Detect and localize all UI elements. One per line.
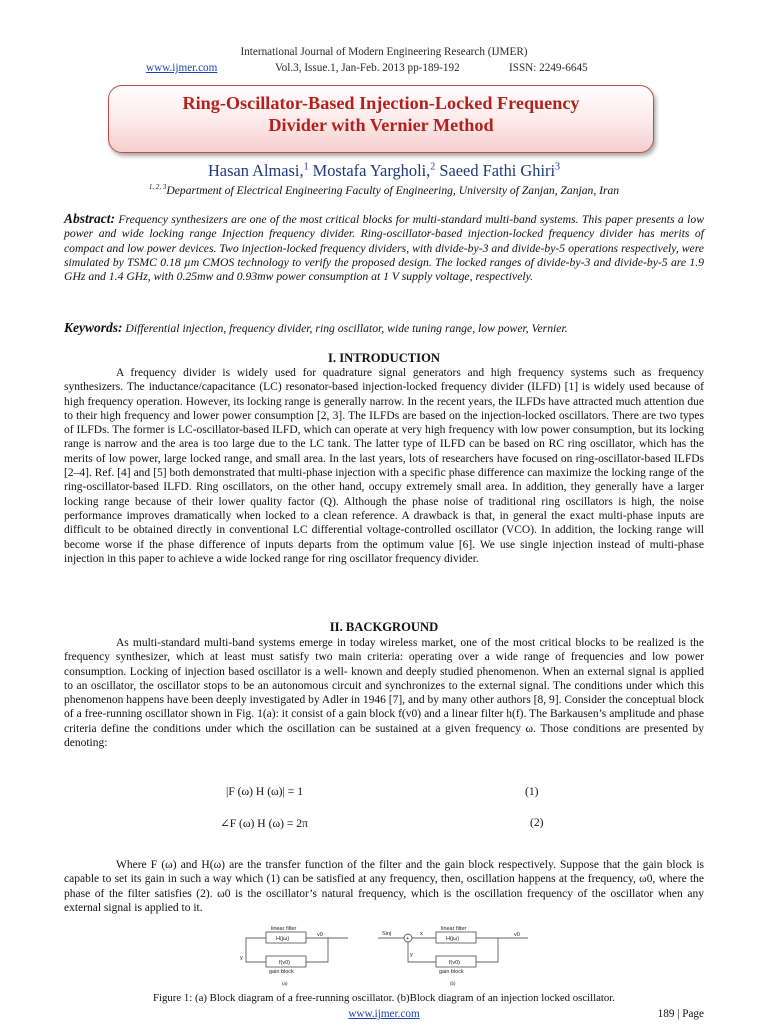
background-paragraph-2: Where F (ω) and H(ω) are the transfer function of the filter and the gain block respectively. Suppose that the gain block is capable to set its gain in such a way which (1) can be satisfied at any frequency, then, oscillation happens at the frequency, ω0, where the phase of the filter satisfies (2). ω0 is the oscillator’s natural frequency, which is the oscillation frequency of the oscillator when any external signal is applied to it. <box>64 859 704 914</box>
author-sup-3: 3 <box>555 161 561 173</box>
keywords <box>64 320 704 336</box>
loop-wire-a <box>246 938 266 962</box>
author-3: Saeed Fathi Ghiri <box>435 161 556 180</box>
author-sup-2: 2 <box>430 161 436 173</box>
equation-1: |F (ω) H (ω)| = 1 <box>226 785 303 798</box>
section-background-body-2 <box>64 858 704 915</box>
header-meta <box>146 62 626 74</box>
vo-label-b: v0 <box>514 932 520 938</box>
x-label-b: x <box>420 931 423 937</box>
figure-1-block-diagrams <box>238 922 538 992</box>
y-label-a: y <box>240 955 243 961</box>
equation-2-number: (2) <box>530 816 544 829</box>
feedback-wire-b <box>476 938 498 962</box>
authors <box>0 161 768 181</box>
sinj-label-b: Sinj <box>382 931 392 937</box>
section-introduction-heading: I. INTRODUCTION <box>328 351 440 365</box>
abstract <box>64 212 704 284</box>
feedback-wire-a <box>306 938 328 962</box>
gain-block-text-a: f(v0) <box>279 960 290 966</box>
abstract-text: Frequency synthesizers are one of the most critical blocks for multi-standard multi-band systems. This paper presents a low power and wide locking range Injection frequency divider. Ring-oscillator-based injection-locked frequency divider has merits of compact and low power devices. Two injection-locked frequency dividers, with divide-by-3 and divide-by-5 operations respectively, were simulated by TSMC 0.18 µm CMOS technology to verify the proposed design. The locked ranges of divide-by-3 and divide-by-5 are 1.9 GHz and 1.4 GHz, with 0.25mw and 0.93mw power consumption at 1 V supply voltage, respectively. <box>64 213 704 284</box>
gain-block-text-b: f(v0) <box>449 960 460 966</box>
filter-block-text-b: H(jω) <box>446 936 460 942</box>
section-background-body <box>64 636 704 750</box>
affiliation-sup: 1, 2, 3 <box>148 183 167 191</box>
introduction-paragraph: A frequency divider is widely used for quadrature signal generators and high frequency systems such as frequency synthesizers. The inductance/capacitance (LC) resonator-based injection-locked frequency divider (ILFD) [1] is widely used because of high frequency operation. However, its locking range is generally narrow. In the recent years, the ILFDs have attracted much attention due to their high frequency and lower power consumption [2, 3]. The ILFDs are based on the injection-locked oscillators. There are two types of ILFDs. The former is LC-oscillator-based ILFD, which can operate at very high frequency with low power consumption, but its locking range is narrow and the area is too large due to the LC tank. The latter type of ILFD can be based on RC ring oscillator, which has the merits of low power, large locked range, and small area. In the last years, lots of researchers have focused on ring-oscillator-based ILFDs [2–4]. Ref. [4] and [5] both demonstrated that multi-phase injection with a specific phase difference can maximize the locking range of the ring-oscillator-based ILFD. Ring oscillators, on the other hand, occupy extremely small area. In addition, they generally have a larger locking range because of their lower quality factor (Q). Although the phase noise of traditional ring oscillators is high, the noise performance improves dramatically when locked to a clean reference. A drawback is that, in general the exact multi-phase inputs are difficult to be obtained directly in conventional LC differential voltage-controlled oscillator (VCO). In addition, the locking range will become worse if the phase difference of inputs departs from the optimum value [6]. We use single injection instead of multi-phase injection in this paper to achieve a wide locked range for ring oscillator frequency divider. <box>64 367 704 565</box>
keywords-label: Keywords: <box>64 320 123 335</box>
keywords-text: Differential injection, frequency divider, ring oscillator, wide tuning range, low power, Vernier. <box>122 322 568 335</box>
section-background-heading: II. BACKGROUND <box>329 620 439 634</box>
diagram-a <box>246 932 348 967</box>
title-line-2: Divider with Vernier Method <box>268 115 494 135</box>
y-label-b: y <box>410 952 413 958</box>
filter-block-text-a: H(jω) <box>276 936 290 942</box>
figure-1-caption: Figure 1: (a) Block diagram of a free-running oscillator. (b)Block diagram of an injection locked oscillator. <box>152 992 616 1004</box>
background-paragraph: As multi-standard multi-band systems emerge in today wireless market, one of the most critical blocks to be realized is the frequency synthesizer, which at least must satisfy two main criteria: operating over a wide range of frequencies and low power consumption. Locking of injection based oscillator is a well- known and deeply studied phenomenon. When an external signal is applied to an oscillator, the oscillator stops to be an autonomous circuit and synchronizes to the external signal. The conditions under which this phenomenon happens have been deeply investigated by Adler in 1946 [7], and by many other authors [8, 9]. Consider the conceptual block of a free-running oscillator shown in Fig. 1(a): it consist of a gain block f(v0) and a linear filter h(f). The Barkausen’s amplitude and phase criteria define the conditions under which the oscillation can be sustained at a given frequency ω. Those conditions are presented by denoting: <box>64 637 704 750</box>
author-sup-1: 1 <box>303 161 309 173</box>
gain-label-a: gain block <box>269 969 294 975</box>
equation-1-number: (1) <box>525 785 539 798</box>
author-2: Mostafa Yargholi, <box>308 161 431 180</box>
paper-title <box>108 92 654 136</box>
title-line-1: Ring-Oscillator-Based Injection-Locked Frequency <box>182 93 580 113</box>
section-introduction-body <box>64 366 704 566</box>
figure-1-svg <box>238 922 538 992</box>
abstract-label: Abstract: <box>64 211 116 226</box>
footer-url-link[interactable]: www.ijmer.com <box>348 1008 420 1020</box>
equation-2: ∠F (ω) H (ω) = 2π <box>220 817 308 830</box>
affiliation-text: Department of Electrical Engineering Faculty of Engineering, University of Zanjan, Zanjan, Iran <box>166 183 620 197</box>
page-number: 189 | Page <box>657 1008 704 1020</box>
journal-url-link[interactable]: www.ijmer.com <box>146 62 218 74</box>
author-1: Hasan Almasi, <box>207 161 304 180</box>
sub-label-a: (a) <box>282 981 288 986</box>
gain-label-b: gain block <box>439 969 464 975</box>
filter-label-b: linear filter <box>441 926 467 932</box>
sub-label-b: (b) <box>450 981 456 986</box>
issn: ISSN: 2249-6645 <box>509 62 588 74</box>
plus-sign-b: + <box>406 936 410 942</box>
volume-info: Vol.3, Issue.1, Jan-Feb. 2013 pp-189-192 <box>275 62 460 74</box>
journal-name: International Journal of Modern Engineering Research (IJMER) <box>240 46 528 58</box>
filter-label-a: linear filter <box>271 926 297 932</box>
affiliation <box>0 183 768 197</box>
vo-label-a: v0 <box>317 932 323 938</box>
